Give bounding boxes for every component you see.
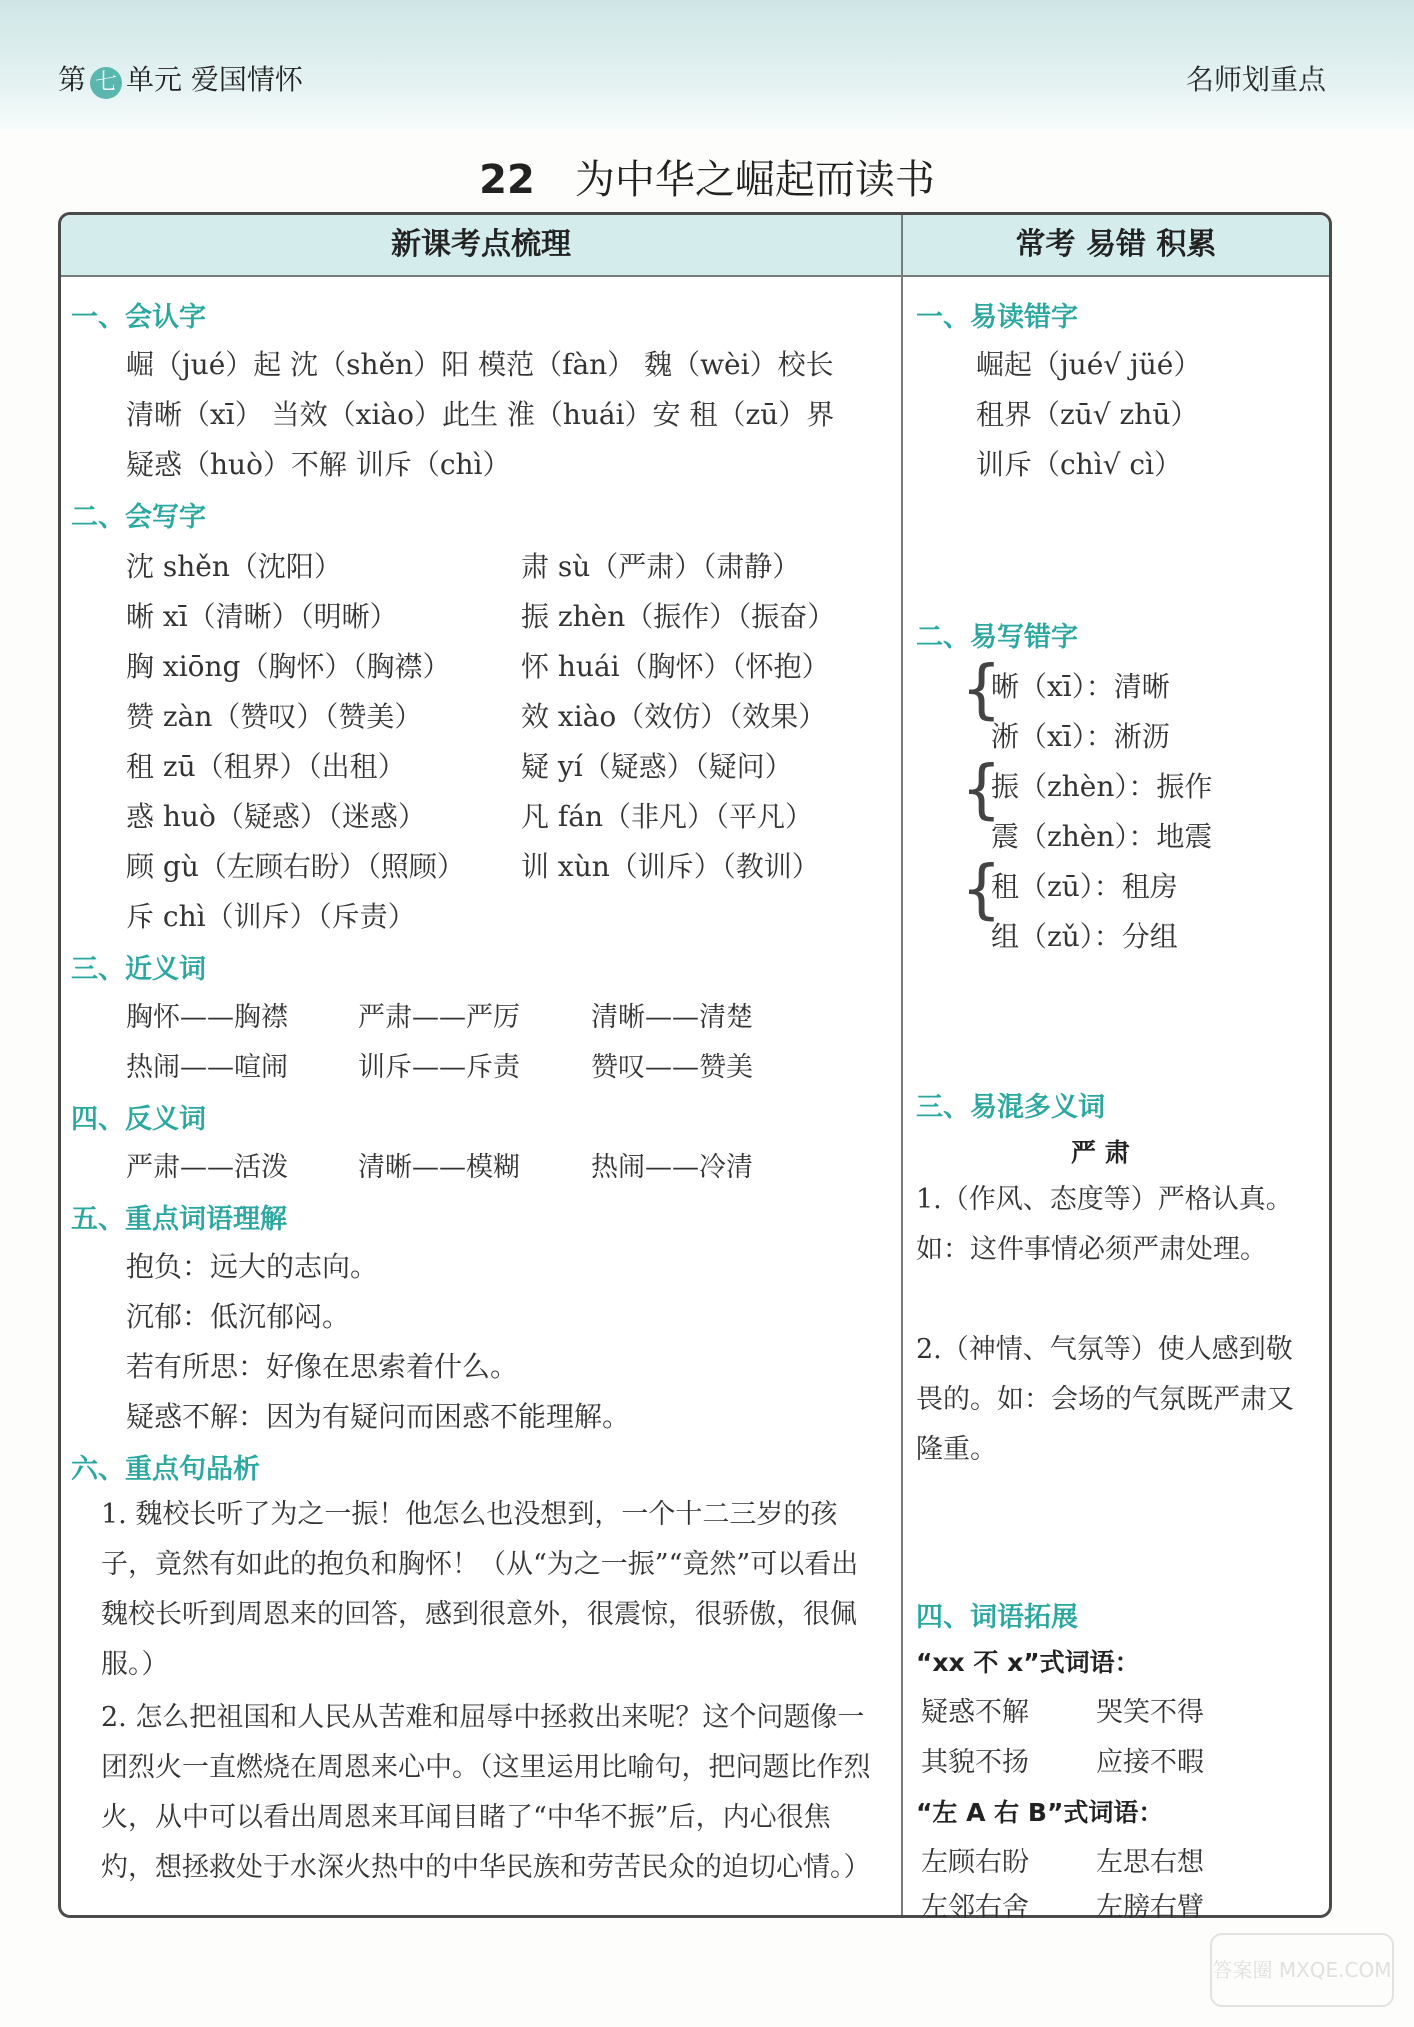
char-entry: 凡 fán（非凡）（平凡）: [521, 800, 813, 833]
char-entry: 顾 gù（左顾右盼）（照顾）: [126, 850, 465, 883]
char-entry: 斥 chì（训斥）（斥责）: [126, 900, 416, 933]
definition-line: 若有所思：好像在思索着什么。: [126, 1350, 519, 1383]
lesson-number: 22: [479, 157, 535, 203]
antonym-pair: 严肃——活泼: [126, 1152, 288, 1183]
expansion-word: 左邻右舍: [921, 1892, 1029, 1923]
synonym-pair: 清晰——清楚: [591, 1002, 753, 1033]
misread-line: 训斥（chì√ cì）: [976, 448, 1183, 481]
definition-line: 疑惑不解：因为有疑问而困惑不能理解。: [126, 1400, 631, 1433]
expansion-word: 左顾右盼: [921, 1847, 1029, 1878]
expansion-word: 其貌不扬: [921, 1747, 1029, 1778]
misread-line: 租界（zū√ zhū）: [976, 398, 1199, 431]
antonym-pair: 清晰——模糊: [358, 1152, 520, 1183]
char-entry: 胸 xiōng（胸怀）（胸襟）: [126, 650, 451, 683]
section-heading: 一、易读错字: [916, 302, 1078, 333]
char-entry: 惑 huò（疑惑）（迷惑）: [126, 800, 426, 833]
section-heading: 二、易写错字: [916, 622, 1078, 653]
miswritten-line: 组（zǔ）：分组: [991, 920, 1178, 953]
antonym-pair: 热闹——冷清: [591, 1152, 753, 1183]
char-entry: 肃 sù（严肃）（肃静）: [521, 550, 801, 583]
reading-line: 疑惑（huò）不解 训斥（chì）: [126, 448, 511, 481]
char-entry: 效 xiào（效仿）（效果）: [521, 700, 827, 733]
column-divider: [901, 215, 903, 1915]
section-heading: 六、重点句品析: [71, 1454, 260, 1485]
synonym-pair: 胸怀——胸襟: [126, 1002, 288, 1033]
corner-label: 名师划重点: [1185, 63, 1326, 96]
sentence-analysis: 2. 怎么把祖国和人民从苦难和屈辱中拯救出来呢？这个问题像一团烈火一直燃烧在周恩来心中。（这里运用比喻句，把问题比作烈火，从中可以看出周恩来耳闻目睹了“中华不振”后，内心很焦灼，想拯救处于水深火热中的中华民族和劳苦民众的迫切心情。）: [101, 1702, 871, 1883]
expansion-word: 哭笑不得: [1096, 1697, 1204, 1728]
miswritten-line: 租（zū）：租房: [991, 870, 1178, 903]
polysemy-meaning: 1.（作风、态度等）严格认真。如：这件事情必须严肃处理。: [916, 1184, 1293, 1265]
unit-name: 单元 爱国情怀: [126, 63, 303, 96]
section-heading: 三、近义词: [71, 954, 206, 985]
watermark-logo: 答案圈 MXQE.COM: [1210, 1933, 1394, 2007]
misread-line: 崛起（jué√ jüé）: [976, 348, 1202, 381]
definition-line: 抱负：远大的志向。: [126, 1250, 379, 1283]
section-heading: 四、词语拓展: [916, 1602, 1078, 1633]
char-entry: 疑 yí（疑惑）（疑问）: [521, 750, 793, 783]
unit-prefix: 第: [58, 63, 87, 96]
content-box: [58, 212, 1332, 1923]
sentence-analysis: 1. 魏校长听了为之一振！他怎么也没想到，一个十二三岁的孩子，竟然有如此的抱负和胸怀！（从“为之一振”“竟然”可以看出魏校长听到周恩来的回答，感到很意外，很震惊，很骄傲，很佩服。）: [101, 1499, 859, 1680]
synonym-pair: 严肃——严厉: [358, 1002, 520, 1033]
section-heading: 一、会认字: [71, 302, 206, 333]
miswritten-line: 振（zhèn）：振作: [991, 770, 1213, 803]
definition-line: 沉郁：低沉郁闷。: [126, 1300, 351, 1333]
section-heading: 五、重点词语理解: [71, 1204, 287, 1235]
expansion-word: 左思右想: [1096, 1847, 1204, 1878]
synonym-pair: 训斥——斥责: [358, 1052, 520, 1083]
expansion-word: 疑惑不解: [921, 1697, 1029, 1728]
brace-glyph: {: [961, 653, 1002, 727]
char-entry: 训 xùn（训斥）（教训）: [521, 850, 820, 883]
miswritten-line: 淅（xī）：淅沥: [991, 720, 1170, 753]
reading-line: 清晰（xī） 当效（xiào）此生 淮（huái）安 租（zū）界: [126, 398, 835, 431]
lesson-title: [0, 148, 1414, 205]
expansion-word: 应接不暇: [1096, 1747, 1204, 1778]
char-entry: 怀 huái（胸怀）（怀抱）: [521, 650, 830, 683]
polysemy-meaning: 2.（神情、气氛等）使人感到敬畏的。如：会场的气氛既严肃又隆重。: [916, 1334, 1294, 1465]
char-entry: 振 zhèn（振作）（振奋）: [521, 600, 836, 633]
polysemy-word: 严 肃: [1071, 1138, 1130, 1167]
brace-glyph: {: [961, 753, 1002, 827]
miswritten-line: 震（zhèn）：地震: [991, 820, 1213, 853]
synonym-pair: 热闹——喧闹: [126, 1052, 288, 1083]
char-entry: 租 zū（租界）（出租）: [126, 750, 406, 783]
left-header: 新课考点梳理: [61, 215, 901, 277]
section-heading: 二、会写字: [71, 502, 206, 533]
section-heading: 三、易混多义词: [916, 1092, 1105, 1123]
pattern-heading: “左 A 右 B”式词语：: [916, 1798, 1164, 1827]
char-entry: 赞 zàn（赞叹）（赞美）: [126, 700, 423, 733]
brace-glyph: {: [961, 853, 1002, 927]
section-heading: 四、反义词: [71, 1104, 206, 1135]
synonym-pair: 赞叹——赞美: [591, 1052, 753, 1083]
reading-line: 崛（jué）起 沈（shěn）阳 模范（fàn） 魏（wèi）校长: [126, 348, 834, 381]
char-entry: 沈 shěn（沈阳）: [126, 550, 342, 583]
miswritten-line: 晰（xī）：清晰: [991, 670, 1170, 703]
lesson-name: 为中华之崛起而读书: [574, 157, 935, 203]
unit-label: [58, 58, 303, 99]
char-entry: 晰 xī（清晰）（明晰）: [126, 600, 398, 633]
expansion-word: 左膀右臂: [1096, 1892, 1204, 1923]
pattern-heading: “xx 不 x”式词语：: [916, 1648, 1140, 1677]
right-header: 常考 易错 积累: [903, 215, 1329, 277]
unit-number-badge: 七: [90, 67, 122, 99]
